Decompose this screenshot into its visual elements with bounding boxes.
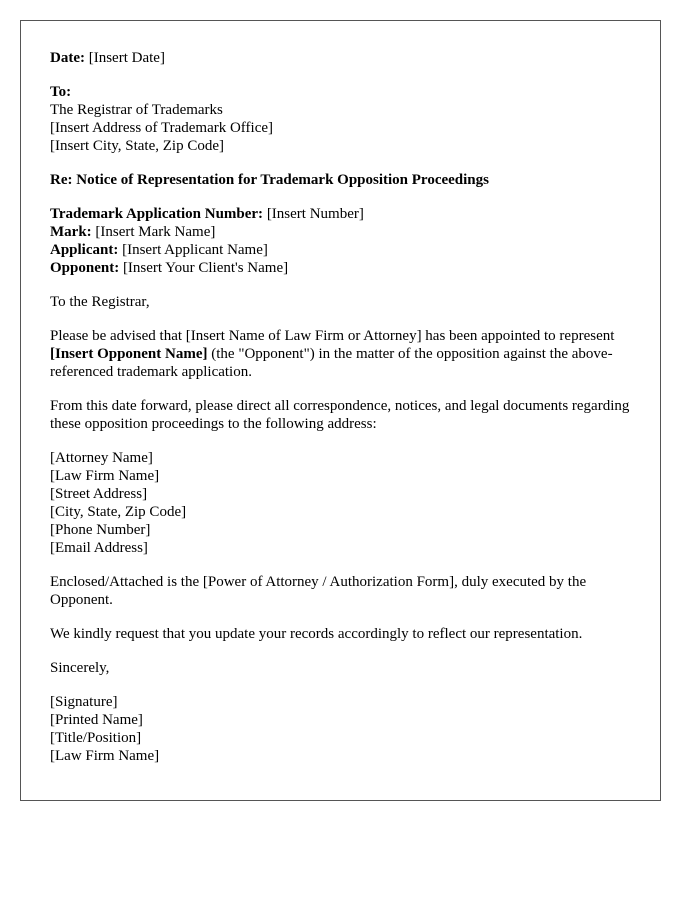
paragraph-correspondence	[50, 397, 631, 433]
title-position-line: [Title/Position]	[50, 730, 142, 746]
detail-label: Trademark Application Number:	[50, 206, 264, 222]
recipient-city: [Insert City, State, Zip Code]	[50, 138, 224, 154]
detail-opponent	[50, 259, 631, 277]
detail-value: [Insert Your Client's Name]	[122, 260, 289, 276]
address-law-firm-name: [Law Firm Name]	[50, 468, 160, 484]
detail-value: [Insert Number]	[266, 206, 364, 222]
paragraph-text: Enclosed/Attached is the [Power of Attorney / Authorization Form], duly executed by the Opponent.	[50, 574, 587, 608]
paragraph-enclosure	[50, 573, 631, 609]
recipient-name: The Registrar of Trademarks	[50, 102, 223, 118]
details-block	[50, 205, 631, 277]
date-label: Date:	[50, 50, 85, 66]
address-attorney-name: [Attorney Name]	[50, 450, 153, 466]
signature-block	[50, 693, 631, 765]
address-block	[50, 449, 631, 557]
detail-application-number	[50, 205, 631, 223]
date-value: [Insert Date]	[88, 50, 165, 66]
detail-applicant	[50, 241, 631, 259]
printed-name-line: [Printed Name]	[50, 712, 143, 728]
detail-label: Applicant:	[50, 242, 119, 258]
paragraph-request	[50, 625, 631, 643]
paragraph-appointment	[50, 327, 631, 381]
subject-line	[50, 171, 631, 189]
paragraph-text: Please be advised that [Insert Name of Law Firm or Attorney] has been appointed to represent	[50, 328, 615, 344]
paragraph-text: We kindly request that you update your records accordingly to reflect our representation.	[50, 626, 583, 642]
address-street: [Street Address]	[50, 486, 148, 502]
detail-value: [Insert Mark Name]	[95, 224, 216, 240]
subject-text: Re: Notice of Representation for Trademark Opposition Proceedings	[50, 172, 489, 188]
detail-mark	[50, 223, 631, 241]
recipient-address: [Insert Address of Trademark Office]	[50, 120, 274, 136]
salutation	[50, 293, 631, 311]
to-label: To:	[50, 84, 72, 100]
detail-label: Opponent:	[50, 260, 120, 276]
address-phone: [Phone Number]	[50, 522, 151, 538]
date-line	[50, 49, 631, 67]
signature-law-firm-line: [Law Firm Name]	[50, 748, 160, 764]
closing	[50, 659, 631, 677]
letter-document	[20, 20, 661, 801]
signature-line: [Signature]	[50, 694, 118, 710]
recipient-block	[50, 83, 631, 155]
paragraph-text: (the "Opponent") in the matter of the opposition against the above-referenced trademark application.	[50, 346, 613, 380]
detail-value: [Insert Applicant Name]	[122, 242, 268, 258]
salutation-text: To the Registrar,	[50, 294, 150, 310]
paragraph-text: From this date forward, please direct all correspondence, notices, and legal documents regarding these opposition proceedings to the following address:	[50, 398, 630, 432]
opponent-name-emphasis: [Insert Opponent Name]	[50, 346, 208, 362]
address-email: [Email Address]	[50, 540, 148, 556]
closing-text: Sincerely,	[50, 660, 110, 676]
detail-label: Mark:	[50, 224, 92, 240]
address-city: [City, State, Zip Code]	[50, 504, 187, 520]
